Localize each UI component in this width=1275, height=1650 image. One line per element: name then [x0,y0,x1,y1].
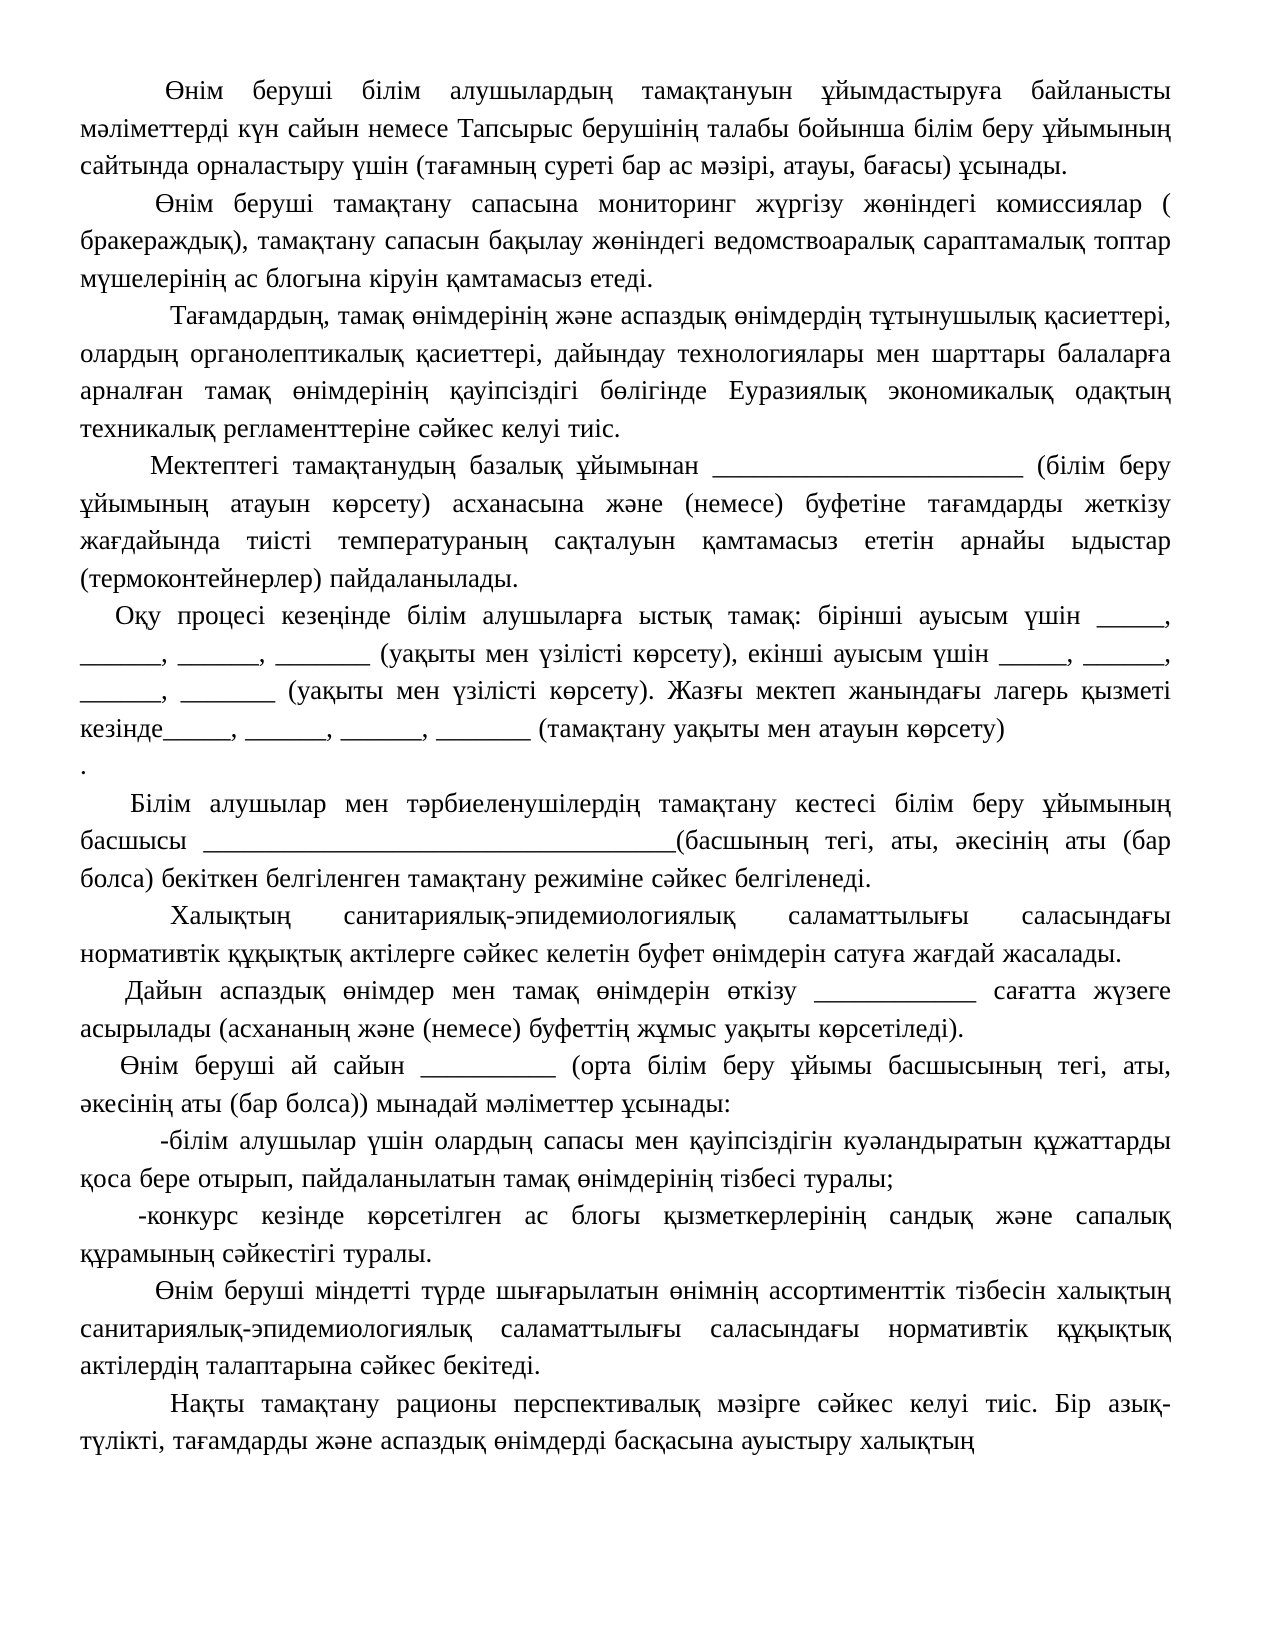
paragraph-monthly-report-blank: Өнім беруші ай сайын __________ (орта білім беру ұйымы басшысының тегі, аты, әкесінің аты (бар болса)) мынадай мәліметтер ұсынады: [80,1050,1171,1118]
paragraph-hot-meal-shifts-blanks: Оқу процесі кезеңінде білім алушыларға ыстық тамақ: бірінші ауысым үшін _____, ______, ______, _______ (уақыты мен үзілісті көрсету), екінші ауысым үшін _____, ______, ______, _______ (уақыты мен үзілісті көрсету). Жазғы мектеп жанындағы лагерь қызметі кезінде_____, ______, ______, _______ (тамақтану уақыты мен атауын көрсету) [80,600,1171,743]
paragraph-bullet-products-list: -білім алушылар үшін олардың сапасы мен қауіпсіздігін куәландыратын құжаттарды қоса бере отырып, пайдаланылатын тамақ өнімдерінің тізбесі туралы; [80,1125,1171,1193]
paragraph-bullet-staff-conformity: -конкурс кезінде көрсетілген ас блогы қызметкерлерінің сандық және сапалық құрамының сәйкестігі туралы. [80,1200,1171,1268]
paragraph-product-consumer-properties: Тағамдардың, тамақ өнімдерінің және аспаздық өнімдердің тұтынушылық қасиеттері, олардың органолептикалық қасиеттері, дайындау технологиялары мен шарттары балаларға арналған тамақ өнімдерінің қауіпсіздігі бөлігінде Еуразиялық экономикалық одақтың техникалық регламенттеріне сәйкес келуі тиіс. [80,300,1171,443]
paragraph-thermocontainers-blank: Мектептегі тамақтанудың базалық ұйымынан _______________________ (білім беру ұйымының атауын көрсету) асханасына және (немесе) буфетіне тағамдарды жеткізу жағдайында тиісті температураның сақталуын қамтамасыз ететін арнайы ыдыстар (термоконтейнерлер) пайдаланылады. [80,450,1171,593]
paragraph-meal-schedule-blank: Білім алушылар мен тәрбиеленушілердің тамақтану кестесі білім беру ұйымының басшысы ___________________________________(басшының тегі, аты, әкесінің аты (бар болса) бекіткен белгіленген тамақтану режиміне сәйкес белгіленеді. [80,787,1171,893]
paragraph-actual-ration-menu: Нақты тамақтану рационы перспективалық мәзірге сәйкес келуі тиіс. Бір азық-түлікті, тағамдарды және аспаздық өнімдерді басқасына ауыстыру халықтың [80,1387,1171,1455]
paragraph-sale-hours-blank: Дайын аспаздық өнімдер мен тамақ өнімдерін өткізу ____________ сағатта жүзеге асырылады (асхананың және (немесе) буфеттің жұмыс уақыты көрсетіледі). [80,975,1171,1043]
paragraph-supplier-menu-publication: Өнім беруші білім алушылардың тамақтануын ұйымдастыруға байланысты мәліметтерді күн сайын немесе Тапсырыс берушінің талабы бойынша білім беру ұйымының сайтында орналастыру үшін (тағамның суреті бар ас мәзірі, атауы, бағасы) ұсынады. [80,75,1171,180]
paragraph-monitoring-commissions: Өнім беруші тамақтану сапасына мониторинг жүргізу жөніндегі комиссиялар ( бракераждық), тамақтану сапасын бақылау жөніндегі ведомствоаралық сараптамалық топтар мүшелерінің ас блогына кіруін қамтамасыз етеді. [80,187,1171,293]
paragraph-assortment-list-approval: Өнім беруші міндетті түрде шығарылатын өнімнің ассортименттік тізбесін халықтың санитариялық-эпидемиологиялық саламаттылығы саласындағы нормативтік құқықтық актілердің талаптарына сәйкес бекітеді. [80,1275,1171,1380]
paragraph-buffet-products-sale: Халықтың санитариялық-эпидемиологиялық саламаттылығы саласындағы нормативтік құқықтық актілерге сәйкес келетін буфет өнімдерін сатуға жағдай жасалады. [80,900,1171,968]
paragraph-stray-period: . [80,750,87,780]
